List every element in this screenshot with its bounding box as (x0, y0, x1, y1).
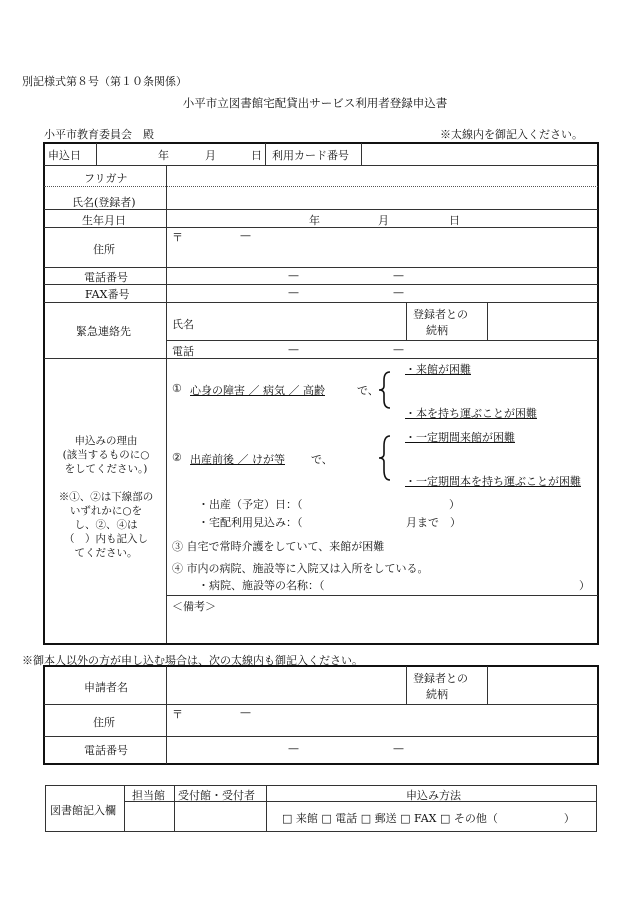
remarks-label: ＜備考＞ (172, 600, 216, 613)
proxy-applicant-label: 申請者名 (84, 681, 128, 694)
emergency-relation-label-2: 続柄 (426, 324, 448, 337)
emergency-relation-label-1: 登録者との (413, 308, 468, 321)
reason1-sub-b[interactable]: ・本を持ち運ぶことが困難 (405, 407, 537, 420)
birth-due-label: ・出産（予定）日：（ (198, 498, 303, 511)
proxy-phone-label: 電話番号 (84, 744, 128, 757)
form-title: 小平市立図書館宅配貸出サービス利用者登録申込書 (182, 96, 448, 110)
reason3[interactable]: ③ 自宅で常時介護をしていて、来館が困難 (172, 540, 385, 553)
emergency-name-label: 氏名 (172, 318, 194, 331)
emergency-phone-label: 電話 (172, 345, 194, 358)
proxy-phone-dash-2: — (393, 742, 404, 755)
addressee: 小平市教育委員会 殿 (44, 128, 154, 141)
col-method: 申込み方法 (406, 789, 461, 802)
reason4[interactable]: ④ 市内の病院、施設等に入院又は入所をしている。 (172, 562, 429, 575)
fax-dash-2: — (393, 286, 404, 299)
proxy-phone-dash-1: — (288, 742, 299, 755)
card-number-label: 利用カード番号 (272, 149, 349, 162)
col-branch: 担当館 (132, 789, 165, 802)
postal-mark: 〒 (172, 231, 183, 244)
col-receiver: 受付館・受付者 (178, 789, 255, 802)
reason-label-line-3: をしてください。) (64, 463, 148, 475)
reason1-sub-a[interactable]: ・来館が困難 (405, 363, 471, 376)
hospital-name-label: ・病院、施設等の名称：（ (198, 579, 325, 592)
emergency-dash-1: — (288, 343, 299, 356)
reason1-num: ① (172, 382, 182, 395)
name-label: 氏名(登録者) (72, 196, 136, 209)
reason-label-line-1: 申込みの理由 (74, 435, 138, 447)
phone-label: 電話番号 (84, 271, 128, 284)
delivery-until: 月まで ） (406, 516, 461, 529)
postal-dash: — (240, 229, 251, 242)
reason2-options[interactable]: 出産前後 ／ けが等 (190, 453, 285, 466)
birth-year: 年 (309, 214, 320, 227)
reason1-de: で、 (357, 384, 379, 397)
date-month: 月 (205, 149, 216, 162)
reason-label-line-2: (該当するものに○ (62, 449, 150, 461)
birth-day: 日 (449, 214, 460, 227)
library-row-label: 図書館記入欄 (50, 804, 116, 817)
reason2-sub-a[interactable]: ・一定期間来館が困難 (405, 431, 515, 444)
thick-line-note: ※太線内を御記入ください。 (440, 128, 583, 141)
reason2-de: で、 (311, 453, 333, 466)
date-day: 日 (251, 149, 262, 162)
reason-label-line-8: （ ）内も記入し (64, 533, 148, 545)
reason-label-line-4 (50, 476, 162, 490)
birth-month: 月 (378, 214, 389, 227)
form-number: 別記様式第８号（第１０条関係） (22, 75, 187, 88)
reason-label-line-7: し、②、④は (74, 519, 138, 531)
reason-label-line-5: ※①、②は下線部の (58, 491, 154, 503)
proxy-postal-mark: 〒 (172, 708, 183, 721)
address-label: 住所 (93, 243, 115, 256)
hospital-name-close: ） (579, 579, 590, 592)
phone-dash-2: — (393, 269, 404, 282)
reason2-sub-b[interactable]: ・一定期間本を持ち運ぶことが困難 (405, 475, 581, 488)
proxy-note: ※御本人以外の方が申し込む場合は、次の太線内も御記入ください。 (22, 654, 363, 667)
proxy-relation-label-1: 登録者との (413, 672, 468, 685)
proxy-postal-dash: — (240, 706, 251, 719)
reason2-brace-icon (378, 434, 392, 482)
reason-label-line-9: てください。 (74, 547, 138, 559)
proxy-address-label: 住所 (93, 716, 115, 729)
birth-label: 生年月日 (82, 214, 126, 227)
date-year: 年 (158, 149, 169, 162)
reason1-options[interactable]: 心身の障害 ／ 病気 ／ 高齢 (190, 384, 325, 397)
application-date-label: 申込日 (48, 149, 81, 162)
method-options[interactable]: □ 来館 □ 電話 □ 郵送 □ FAX □ その他（ ） (282, 812, 575, 825)
furigana-label: フリガナ (84, 172, 128, 185)
fax-label: FAX番号 (85, 288, 130, 301)
proxy-relation-label-2: 続柄 (426, 688, 448, 701)
phone-dash-1: — (288, 269, 299, 282)
delivery-expect-label: ・宅配利用見込み：（ (198, 516, 303, 529)
reason-label (50, 434, 162, 560)
emergency-dash-2: — (393, 343, 404, 356)
birth-due-close: ） (449, 498, 460, 511)
fax-dash-1: — (288, 286, 299, 299)
reason-label-line-6: いずれかに○を (69, 505, 143, 517)
reason2-num: ② (172, 451, 182, 464)
emergency-label: 緊急連絡先 (76, 325, 131, 338)
reason1-brace-icon (378, 370, 392, 410)
